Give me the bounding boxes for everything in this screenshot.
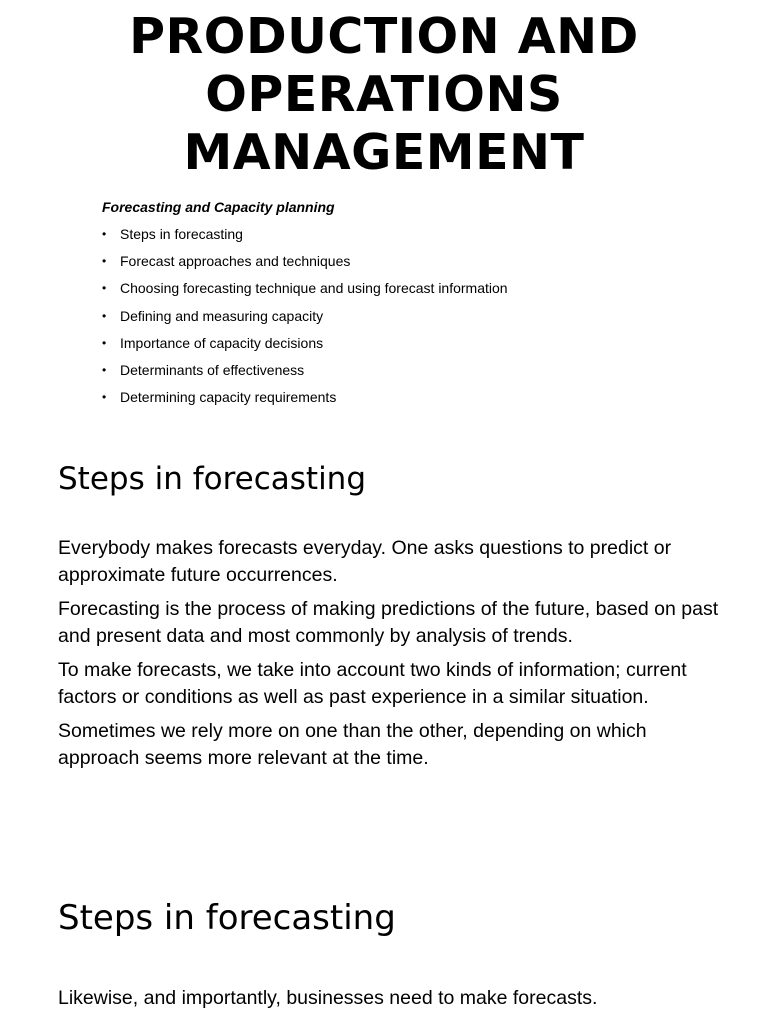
contents-item-label: Forecast approaches and techniques	[120, 253, 351, 270]
contents-item	[102, 275, 722, 302]
contents-item	[102, 303, 722, 330]
section-heading-steps-in-forecasting: Steps in forecasting	[58, 461, 367, 497]
contents-heading: Forecasting and Capacity planning	[102, 199, 335, 215]
title-line-1: PRODUCTION AND	[129, 8, 639, 65]
body-paragraph: To make forecasts, we take into account two kinds of information; current factors or conditions as well as past experience in a similar situation.	[58, 659, 687, 708]
section-body-continued	[58, 985, 728, 1012]
title-line-3: MANAGEMENT	[183, 124, 585, 181]
bullet-icon: •	[102, 227, 107, 241]
contents-item-label: Determinants of effectiveness	[120, 361, 305, 378]
body-paragraph: Sometimes we rely more on one than the other, depending on which approach seems more relevant at the time.	[58, 720, 647, 769]
contents-block	[102, 197, 722, 411]
section-heading-steps-in-forecasting-continued: Steps in forecasting	[58, 898, 396, 938]
contents-item	[102, 330, 722, 357]
contents-item	[102, 248, 722, 275]
contents-list	[102, 221, 722, 411]
title-line-2: OPERATIONS	[205, 66, 563, 123]
body-paragraph: Forecasting is the process of making predictions of the future, based on past and present data and most commonly by analysis of trends.	[58, 598, 719, 647]
bullet-icon: •	[102, 281, 107, 296]
contents-item	[102, 221, 722, 248]
contents-item-label: Determining capacity requirements	[120, 389, 337, 406]
section-body	[58, 535, 728, 779]
page-title	[0, 8, 768, 182]
body-paragraph: Everybody makes forecasts everyday. One asks questions to predict or approximate future occurrences.	[58, 537, 672, 586]
contents-item-label: Steps in forecasting	[120, 226, 243, 242]
contents-item	[102, 357, 722, 384]
contents-item-label: Defining and measuring capacity	[120, 307, 324, 324]
contents-item-label: Choosing forecasting technique and using forecast information	[120, 280, 508, 297]
bullet-icon: •	[102, 362, 107, 377]
contents-item	[102, 384, 722, 411]
bullet-icon: •	[102, 254, 107, 269]
bullet-icon: •	[102, 308, 107, 323]
contents-item-label: Importance of capacity decisions	[120, 334, 324, 351]
body-paragraph: Likewise, and importantly, businesses need to make forecasts.	[58, 987, 598, 1009]
bullet-icon: •	[102, 390, 107, 405]
bullet-icon: •	[102, 335, 107, 350]
